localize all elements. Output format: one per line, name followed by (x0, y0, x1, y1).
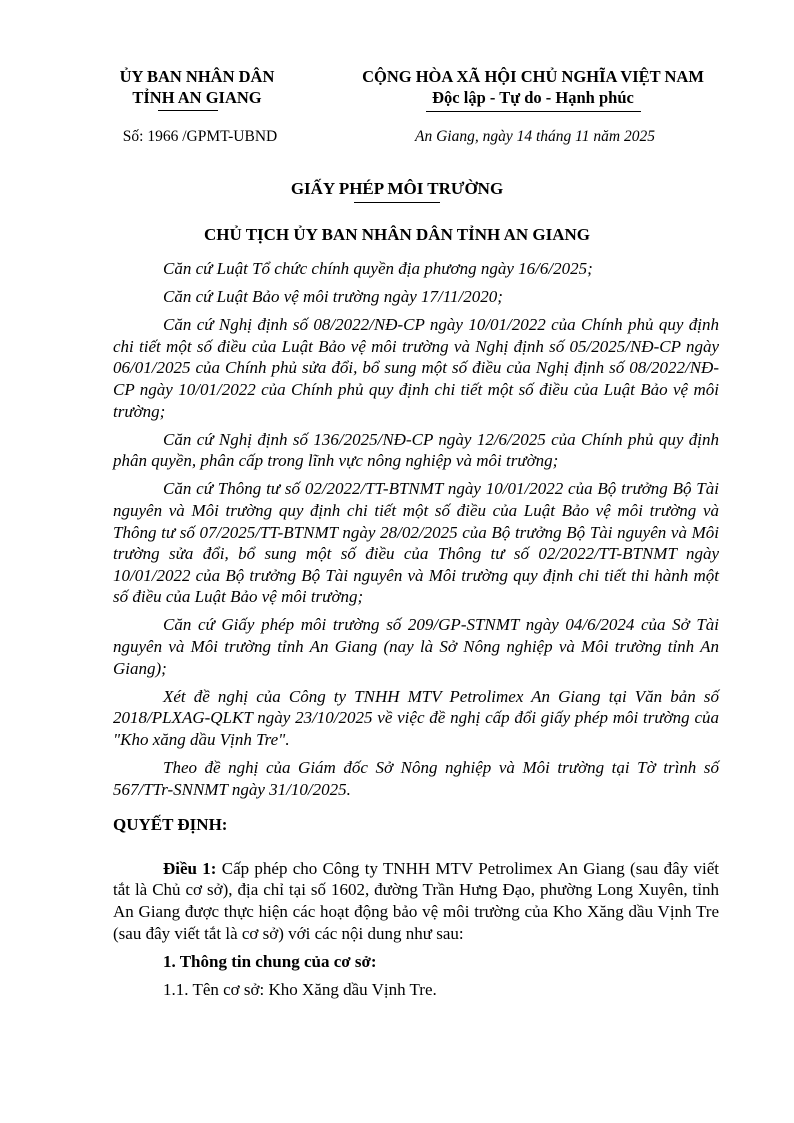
place-and-date: An Giang, ngày 14 tháng 11 năm 2025 (415, 128, 655, 145)
nation-line-2: Độc lập - Tự do - Hạnh phúc (432, 88, 634, 107)
agency-underline (158, 110, 218, 111)
title-underline (354, 202, 440, 203)
article-1-text: Cấp phép cho Công ty TNHH MTV Petrolimex An Giang (sau đây viết tắt là Chủ cơ sở), địa chỉ tại số 1602, đường Trần Hưng Đạo, phường Long Xuyên, tỉnh An Giang được thực hiện các hoạt động bảo vệ môi trường của Kho Xăng dầu Vịnh Tre (sau đây viết tắt là cơ sở) với các nội dung như sau: (113, 858, 719, 943)
document-number: Số: 1966 /GPMT-UBND (122, 128, 278, 145)
agency-line-2: TỈNH AN GIANG (132, 88, 262, 107)
document-title: GIẤY PHÉP MÔI TRƯỜNG (290, 179, 504, 198)
issuing-agency (92, 66, 302, 108)
preamble-clause: Căn cứ Nghị định số 136/2025/NĐ-CP ngày 12/6/2025 của Chính phủ quy định phân quyền, phân cấp trong lĩnh vực nông nghiệp và môi trường; (113, 429, 719, 471)
nation-line-1: CỘNG HÒA XÃ HỘI CHỦ NGHĨA VIỆT NAM (362, 67, 704, 86)
preamble-clause: Căn cứ Nghị định số 08/2022/NĐ-CP ngày 10/01/2022 của Chính phủ quy định chi tiết một số điều của Luật Bảo vệ môi trường và Nghị định số 05/2025/NĐ-CP ngày 06/01/2025 của Chính phủ sửa đổi, bổ sung một số điều của Nghị định số 08/2022/NĐ-CP ngày 10/01/2022 của Chính phủ quy định chi tiết một số điều của Luật Bảo vệ môi trường; (113, 315, 719, 421)
national-motto (318, 66, 748, 108)
agency-line-1: ỦY BAN NHÂN DÂN (119, 67, 275, 86)
preamble-clause: Căn cứ Thông tư số 02/2022/TT-BTNMT ngày 10/01/2022 của Bộ trưởng Bộ Tài nguyên và Môi trường quy định chi tiết một số điều của Luật Bảo vệ môi trường và Thông tư số 07/2025/TT-BTNMT ngày 28/02/2025 của Bộ trưởng Bộ Tài nguyên và Môi trường sửa đổi, bổ sung một số điều của Thông tư số 02/2022/TT-BTNMT ngày 10/01/2022 của Bộ trưởng Bộ Tài nguyên và Môi trường quy định chi tiết thi hành một số điều của Luật Bảo vệ môi trường; (113, 479, 719, 607)
article-1-label: Điều 1: (163, 858, 217, 878)
decision-heading: QUYẾT ĐỊNH: (113, 815, 228, 835)
issuing-authority: CHỦ TỊCH ỦY BAN NHÂN DÂN TỈNH AN GIANG (203, 225, 590, 244)
article-1 (113, 858, 719, 944)
preamble-clause: Căn cứ Luật Bảo vệ môi trường ngày 17/11/2020; (163, 287, 503, 307)
preamble-clause: Xét đề nghị của Công ty TNHH MTV Petrolimex An Giang tại Văn bản số 2018/PLXAG-QLKT ngày 23/10/2025 về việc đề nghị cấp đổi giấy phép môi trường của "Kho xăng dầu Vịnh Tre". (113, 686, 719, 749)
motto-underline (426, 111, 641, 112)
section-1-1: 1.1. Tên cơ sở: Kho Xăng dầu Vịnh Tre. (163, 979, 437, 999)
section-1-heading: 1. Thông tin chung của cơ sở: (163, 951, 377, 971)
preamble-clause: Căn cứ Giấy phép môi trường số 209/GP-STNMT ngày 04/6/2024 của Sở Tài nguyên và Môi trường tỉnh An Giang (nay là Sở Nông nghiệp và Môi trường tỉnh An Giang); (113, 615, 719, 678)
preamble-clause: Theo đề nghị của Giám đốc Sở Nông nghiệp và Môi trường tại Tờ trình số 567/TTr-SNNMT ngày 31/10/2025. (113, 757, 719, 799)
preamble-clause: Căn cứ Luật Tổ chức chính quyền địa phương ngày 16/6/2025; (163, 259, 593, 278)
document-body (113, 258, 719, 1007)
